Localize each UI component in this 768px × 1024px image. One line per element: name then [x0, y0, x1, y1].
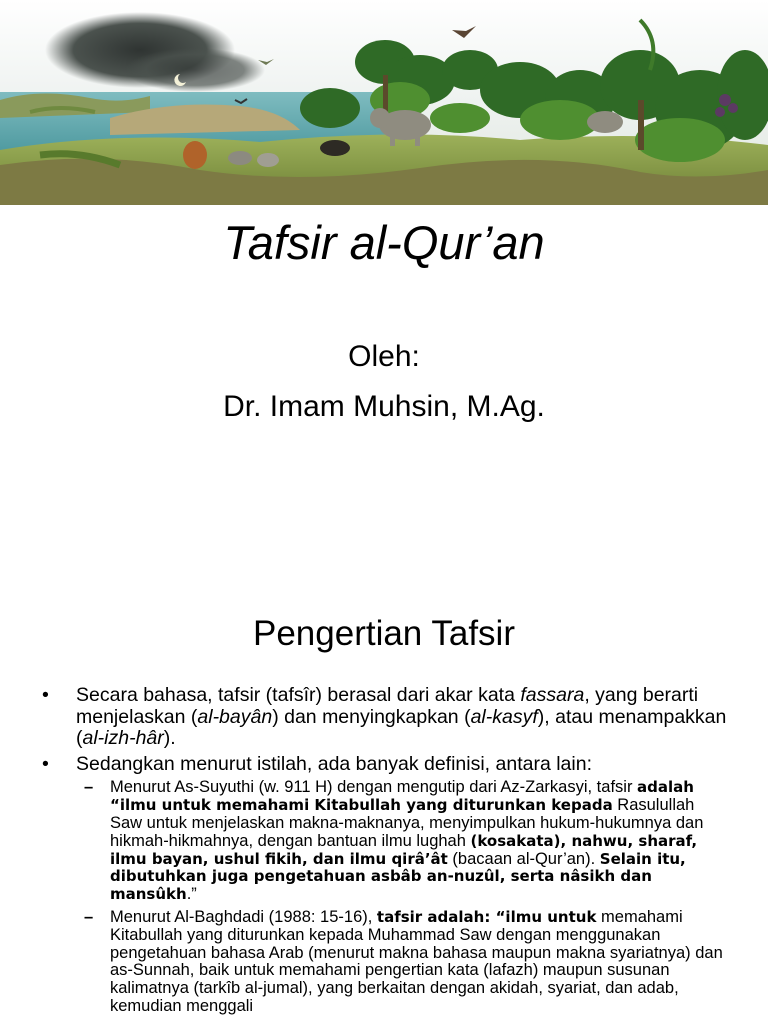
bullet-icon: •	[42, 752, 49, 775]
text-bold: adalah “ilmu untuk memahami Kitabullah yang diturunkan kepada	[110, 778, 694, 815]
text: (bacaan al-Qur’an).	[447, 849, 600, 868]
presentation-title: Tafsir al-Qur’an	[223, 216, 545, 269]
title-slide	[0, 0, 768, 500]
text-italic: al-izh-hâr	[82, 727, 164, 750]
text: Sedangkan menurut istilah, ada banyak definisi, antara lain:	[76, 752, 592, 775]
text-bold: tafsir adalah: “ilmu untuk	[376, 907, 597, 926]
text-italic: fassara	[520, 684, 585, 706]
text: memahami Kitabullah yang diturunkan kepada Muhammad Saw dengan menggunakan pengetahuan bahasa Arab (menurut makna bahasa maupun makna syariatnya) dan as-Sunnah, baik untuk memahami pengertian kata (lafazh) maupun susunan kalimatnya (tarkîb al-jumal), yang berkaitan dengan akidah, syariat, dan adab, kemudian menggali	[110, 907, 723, 1015]
text-bold: Selain itu, dibutuhkan juga pengetahuan asbâb an-nuzûl, serta nâsikh dan mansûkh	[110, 849, 686, 904]
text: Menurut Al-Baghdadi (1988: 15-16),	[110, 907, 377, 926]
text-bold: (kosakata), nahwu, sharaf, ilmu bayan, ushul fikih, dan ilmu qirâ’ât	[110, 831, 698, 868]
text: Rasulullah Saw untuk menjelaskan makna-maknanya, menyimpulkan hukum-hukumnya dan hikmah-hikmahnya, dengan bantuan ilmu lughah	[110, 796, 704, 850]
list-item	[0, 754, 768, 776]
list-item	[0, 685, 768, 750]
dash-icon: –	[84, 778, 94, 797]
text: .”	[186, 885, 197, 904]
text: Secara bahasa, tafsir (tafsîr) berasal dari akar kata	[76, 684, 521, 706]
nature-landscape-banner	[0, 0, 768, 205]
text: , yang berarti menjelaskan (	[76, 684, 699, 728]
text: ).	[163, 727, 176, 750]
text: ), atau menampakkan (	[76, 705, 727, 750]
sub-list-item	[0, 779, 768, 904]
sub-list-item	[0, 909, 768, 1016]
bullet-icon: •	[42, 684, 49, 706]
definition-slide	[0, 575, 768, 1024]
slide-heading: Pengertian Tafsir	[252, 614, 515, 653]
text-italic: al-kasyf	[470, 705, 538, 728]
bullet-list	[0, 685, 768, 1021]
byline-label: Oleh:	[348, 340, 420, 373]
text: Menurut As-Suyuthi (w. 911 H) dengan mengutip dari Az-Zarkasyi, tafsir	[110, 778, 638, 797]
text: ) dan menyingkapkan (	[272, 705, 471, 728]
dash-icon: –	[84, 907, 94, 926]
author-name: Dr. Imam Muhsin, M.Ag.	[223, 390, 545, 423]
text-italic: al-bayân	[197, 705, 273, 728]
author-block	[0, 332, 768, 432]
